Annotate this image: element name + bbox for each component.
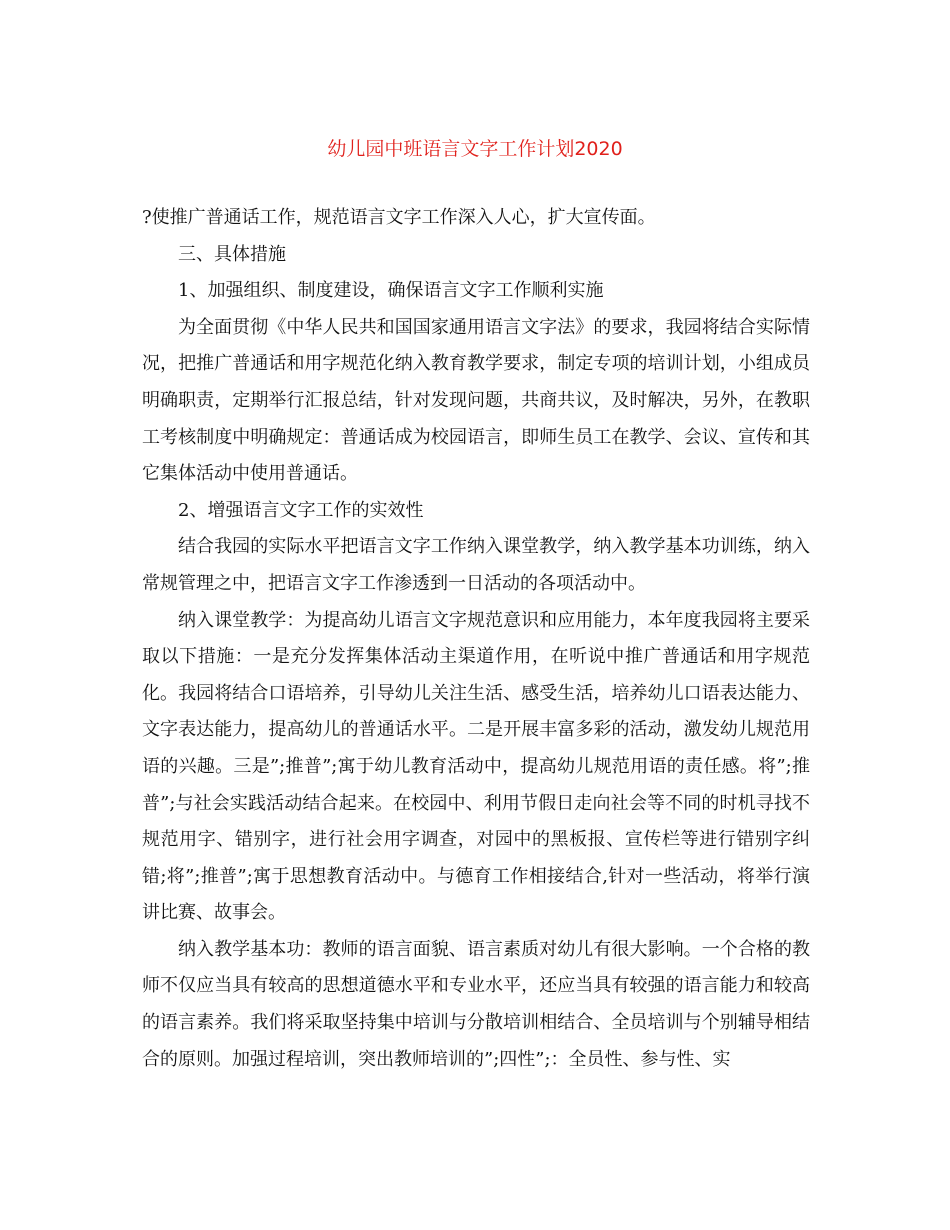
document-body — [142, 200, 810, 1078]
paragraph-effectiveness: 结合我园的实际水平把语言文字工作纳入课堂教学，纳入教学基本功训练，纳入常规管理之中，把语言文字工作渗透到一日活动的各项活动中。 — [142, 536, 810, 594]
subheading-organization: 1、加强组织、制度建设，确保语言文字工作顺利实施 — [178, 280, 604, 302]
section-heading-measures: 三、具体措施 — [178, 243, 286, 265]
document-title: 幼儿园中班语言文字工作计划2020 — [327, 138, 623, 160]
paragraph-classroom-teaching: 纳入课堂教学：为提高幼儿语言文字规范意识和应用能力，本年度我园将主要采取以下措施：一是充分发挥集体活动主渠道作用，在听说中推广普通话和用字规范化。我园将结合口语培养，引导幼儿关注生活、感受生活，培养幼儿口语表达能力、文字表达能力，提高幼儿的普通话水平。二是开展丰富多彩的活动，激发幼儿规范用语的兴趣。三是”;推普”;寓于幼儿教育活动中，提高幼儿规范用语的责任感。将”;推普”;与社会实践活动结合起来。在校园中、利用节假日走向社会等不同的时机寻找不规范用字、错别字，进行社会用字调查，对园中的黑板报、宣传栏等进行错别字纠错;将”;推普”;寓于思想教育活动中。与德育工作相接结合,针对一些活动，将举行演讲比赛、故事会。 — [142, 609, 810, 924]
paragraph-teaching-skills: 纳入教学基本功：教师的语言面貌、语言素质对幼儿有很大影响。一个合格的教师不仅应当具有较高的思想道德水平和专业水平，还应当具有较强的语言能力和较高的语言素养。我们将采取坚持集中培训与分散培训相结合、全员培训与个别辅导相结合的原则。加强过程培训，突出教师培训的”;四性”;：全员性、参与性、实 — [142, 938, 810, 1070]
paragraph-organization: 为全面贯彻《中华人民共和国国家通用语言文字法》的要求，我园将结合实际情况，把推广普通话和用字规范化纳入教育教学要求，制定专项的培训计划，小组成员明确职责，定期举行汇报总结，针对发现问题，共商共议，及时解决，另外，在教职工考核制度中明确规定：普通话成为校园语言，即师生员工在教学、会议、宣传和其它集体活动中使用普通话。 — [142, 316, 810, 485]
subheading-effectiveness: 2、增强语言文字工作的实效性 — [178, 499, 424, 521]
paragraph-continuation: ?使推广普通话工作，规范语言文字工作深入人心，扩大宣传面。 — [142, 207, 656, 228]
